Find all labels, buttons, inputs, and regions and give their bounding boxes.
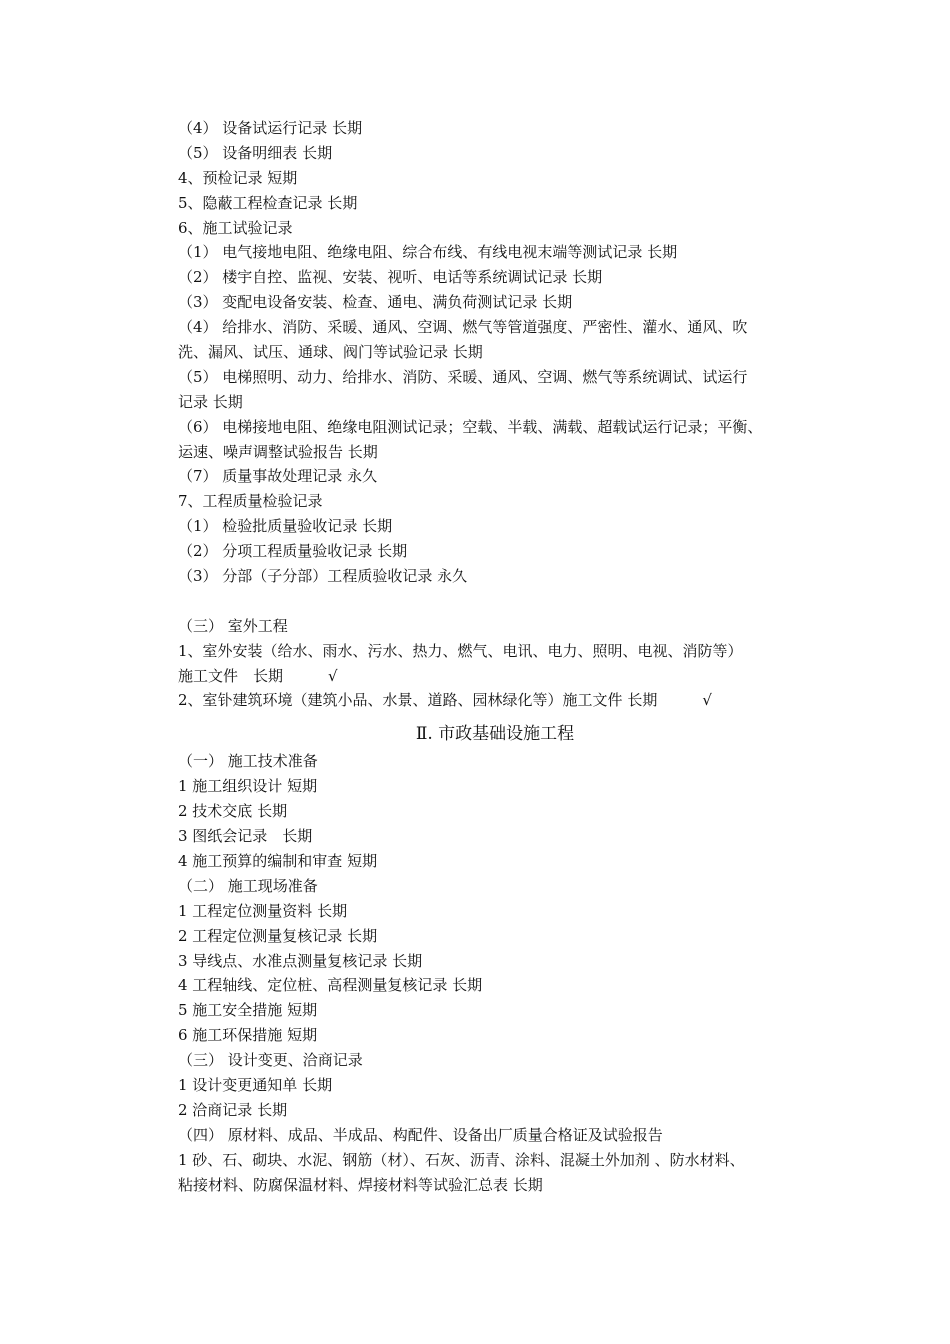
text-line: 洗、漏风、试压、通球、阀门等试验记录 长期 [178, 343, 483, 362]
text-line: 6 施工环保措施 短期 [178, 1026, 318, 1045]
text-line: 4 工程轴线、定位桩、高程测量复核记录 长期 [178, 976, 483, 995]
text-line: 1 设计变更通知单 长期 [178, 1075, 333, 1094]
text-line: （4） 设备试运行记录 长期 [178, 119, 363, 137]
text-line: 运速、噪声调整试验报告 长期 [178, 442, 378, 461]
text-line: 5、隐蔽工程检查记录 长期 [178, 193, 358, 212]
text-line: 1、室外安装（给水、雨水、污水、热力、燃气、电讯、电力、照明、电视、消防等） [178, 641, 743, 660]
text-line: （5） 电梯照明、动力、给排水、消防、采暖、通风、空调、燃气等系统调试、试运行 [178, 367, 748, 386]
text-line: 6、施工试验记录 [178, 218, 293, 237]
text-line: （二） 施工现场准备 [178, 876, 318, 895]
text-line: 2、室钋建筑环境（建筑小品、水景、道路、园林绿化等）施工文件 长期 √ [178, 691, 712, 710]
text-line: 2 技术交底 长期 [178, 802, 288, 821]
text-line: 3 导线点、水准点测量复核记录 长期 [178, 951, 423, 970]
text-line: （4） 给排水、消防、采暖、通风、空调、燃气等管道强度、严密性、灌水、通风、吹 [178, 318, 748, 337]
section-municipal-works [178, 749, 812, 1197]
text-line: （2） 楼宇自控、监视、安装、视听、电话等系统调试记录 长期 [178, 268, 603, 287]
text-line: 1 工程定位测量资料 长期 [178, 901, 348, 920]
text-line: 3 图纸会记录 长期 [178, 827, 313, 846]
text-line: 粘接材料、防腐保温材料、焊接材料等试验汇总表 长期 [178, 1175, 543, 1194]
text-line: （7） 质量事故处理记录 永久 [178, 467, 378, 486]
text-line: 1 砂、石、砌块、水泥、钢筋（材）、石灰、沥青、涂料、混凝土外加剂 、防水材料、 [178, 1150, 745, 1169]
text-line: 1 施工组织设计 短期 [178, 777, 318, 796]
text-line: 7、工程质量检验记录 [178, 492, 323, 511]
text-line: 4 施工预算的编制和审查 短期 [178, 851, 378, 870]
text-line: （一） 施工技术准备 [178, 752, 318, 771]
text-line: （1） 检验批质量验收记录 长期 [178, 517, 393, 536]
blank-line [178, 589, 812, 614]
text-line: 2 洽商记录 长期 [178, 1100, 288, 1119]
text-line: （5） 设备明细表 长期 [178, 143, 333, 162]
text-line: （三） 设计变更、洽商记录 [178, 1051, 363, 1070]
document-page [178, 116, 812, 1197]
text-line: 4、预检记录 短期 [178, 168, 298, 187]
section-building-records [178, 116, 812, 589]
text-line: 施工文件 长期 √ [178, 666, 338, 685]
text-line: （3） 分部（子分部）工程质验收记录 永久 [178, 567, 468, 586]
text-line: 记录 长期 [178, 392, 243, 411]
text-line: 5 施工安全措施 短期 [178, 1001, 318, 1020]
text-line: （三） 室外工程 [178, 616, 288, 635]
section-heading: Ⅱ. 市政基础设施工程 [415, 724, 575, 745]
text-line: （1） 电气接地电阻、绝缘电阻、综合布线、有线电视末端等测试记录 长期 [178, 243, 678, 262]
text-line: （3） 变配电设备安装、检查、通电、满负荷测试记录 长期 [178, 293, 573, 312]
text-line: （6） 电梯接地电阻、绝缘电阻测试记录；空载、半载、满载、超载试运行记录；平衡、 [178, 417, 763, 436]
text-line: （四） 原材料、成品、半成品、构配件、设备出厂质量合格证及试验报告 [178, 1125, 663, 1144]
section-outdoor-works [178, 614, 812, 714]
text-line: （2） 分项工程质量验收记录 长期 [178, 542, 408, 561]
text-line: 2 工程定位测量复核记录 长期 [178, 926, 378, 945]
